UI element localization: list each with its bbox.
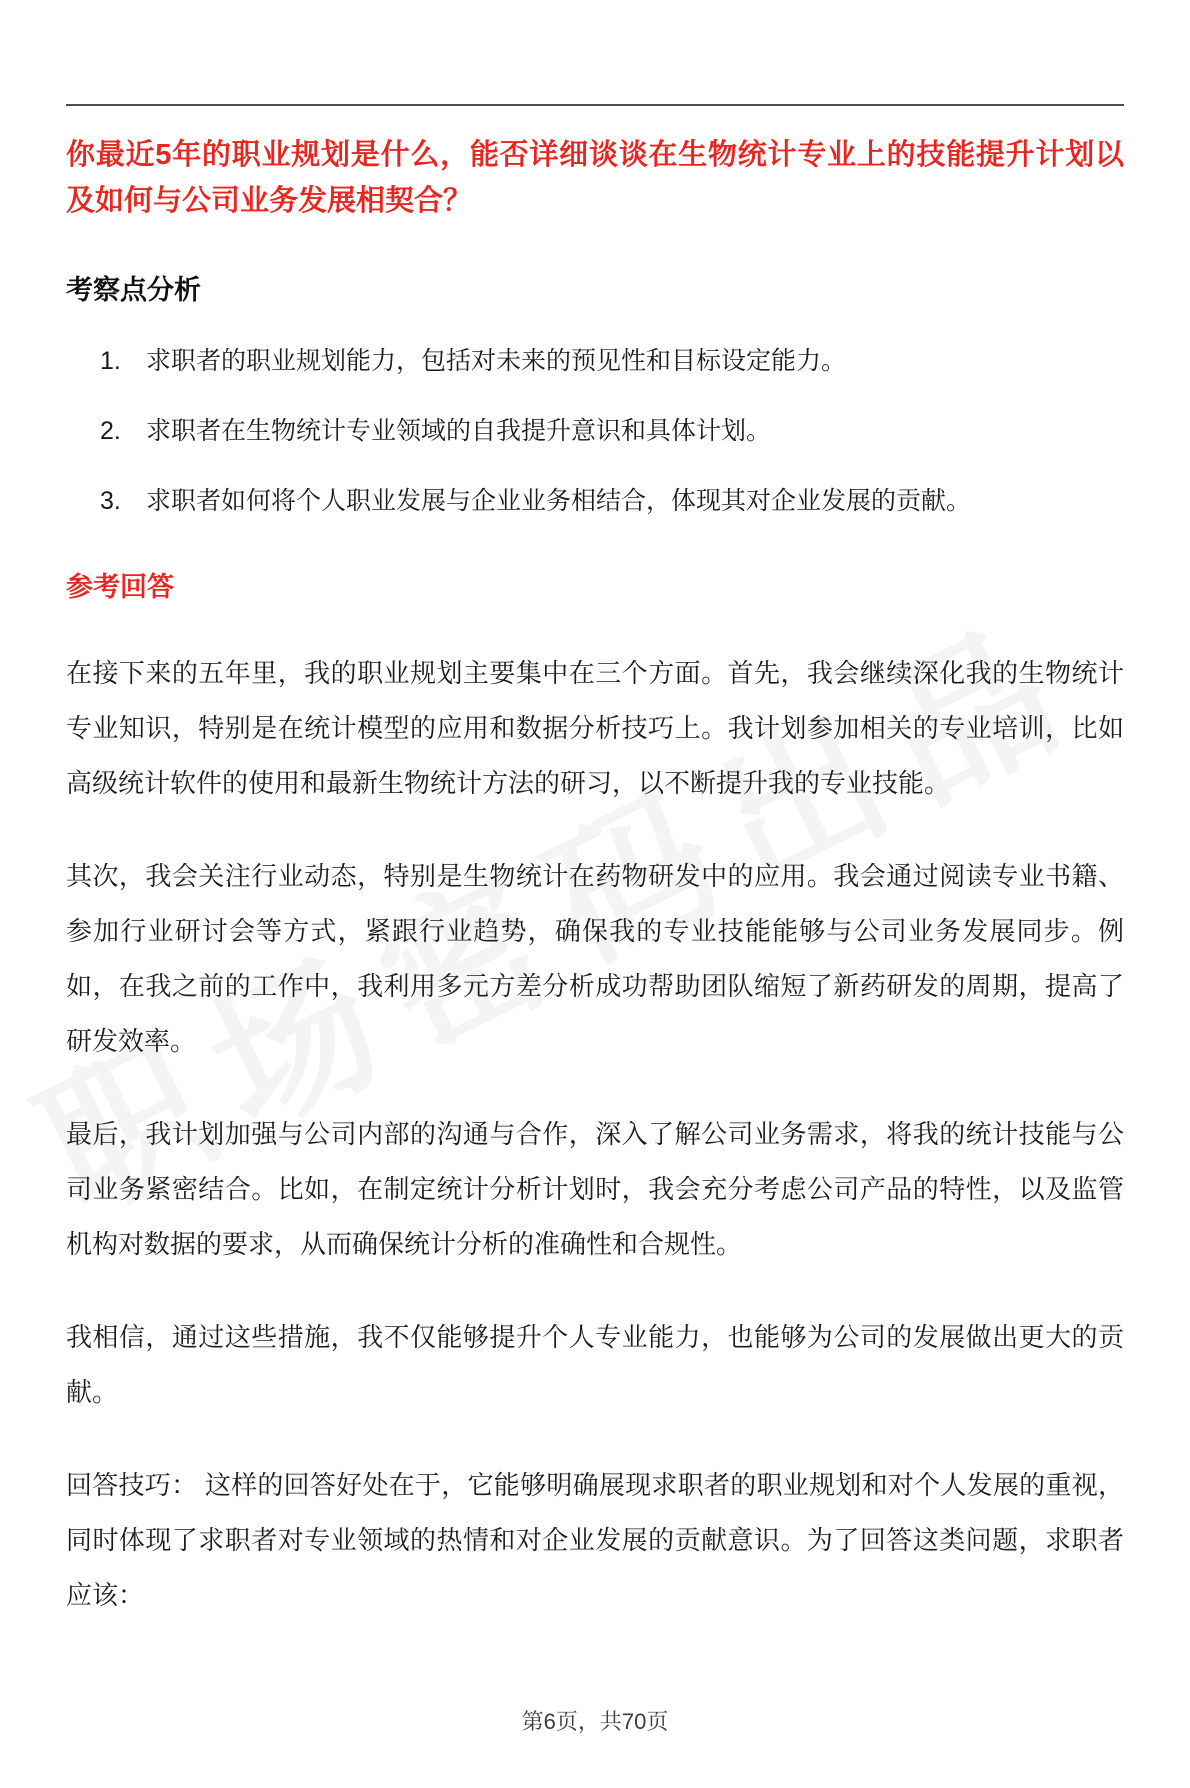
analysis-item <box>100 481 1124 521</box>
analysis-heading: 考察点分析 <box>66 275 201 305</box>
answer-paragraph: 我相信，通过这些措施，我不仅能够提升个人专业能力，也能够为公司的发展做出更大的贡献。 <box>66 1322 1124 1407</box>
analysis-item-text: 求职者如何将个人职业发展与企业业务相结合，体现其对企业发展的贡献。 <box>146 487 972 515</box>
answer-heading: 参考回答 <box>66 572 174 602</box>
analysis-item-number: 2. <box>100 417 121 445</box>
analysis-item <box>100 341 1124 381</box>
analysis-item-text: 求职者在生物统计专业领域的自我提升意识和具体计划。 <box>146 417 772 445</box>
document-page <box>0 104 1190 1623</box>
top-divider <box>66 104 1124 106</box>
answer-paragraph: 在接下来的五年里，我的职业规划主要集中在三个方面。首先，我会继续深化我的生物统计专业知识，特别是在统计模型的应用和数据分析技巧上。我计划参加相关的专业培训，比如高级统计软件的使用和最新生物统计方法的研习，以不断提升我的专业技能。 <box>66 658 1124 798</box>
analysis-item <box>100 411 1124 451</box>
answer-paragraph: 最后，我计划加强与公司内部的沟通与合作，深入了解公司业务需求，将我的统计技能与公司业务紧密结合。比如，在制定统计分析计划时，我会充分考虑公司产品的特性，以及监管机构对数据的要求，从而确保统计分析的准确性和合规性。 <box>66 1119 1124 1259</box>
analysis-item-text: 求职者的职业规划能力，包括对未来的预见性和目标设定能力。 <box>146 347 847 375</box>
question-title: 你最近5年的职业规划是什么，能否详细谈谈在生物统计专业上的技能提升计划以及如何与公司业务发展相契合？ <box>66 139 1124 217</box>
page-footer: 第6页，共70页 <box>521 1709 669 1734</box>
analysis-item-number: 3. <box>100 487 121 515</box>
answer-paragraph: 回答技巧： 这样的回答好处在于，它能够明确展现求职者的职业规划和对个人发展的重视，同时体现了求职者对专业领域的热情和对企业发展的贡献意识。为了回答这类问题，求职者应该： <box>66 1470 1124 1610</box>
analysis-item-number: 1. <box>100 347 121 375</box>
analysis-list <box>66 341 1124 521</box>
answer-paragraph: 其次，我会关注行业动态，特别是生物统计在药物研发中的应用。我会通过阅读专业书籍、参加行业研讨会等方式，紧跟行业趋势，确保我的专业技能能够与公司业务发展同步。例如，在我之前的工作中，我利用多元方差分析成功帮助团队缩短了新药研发的周期，提高了研发效率。 <box>66 861 1124 1056</box>
